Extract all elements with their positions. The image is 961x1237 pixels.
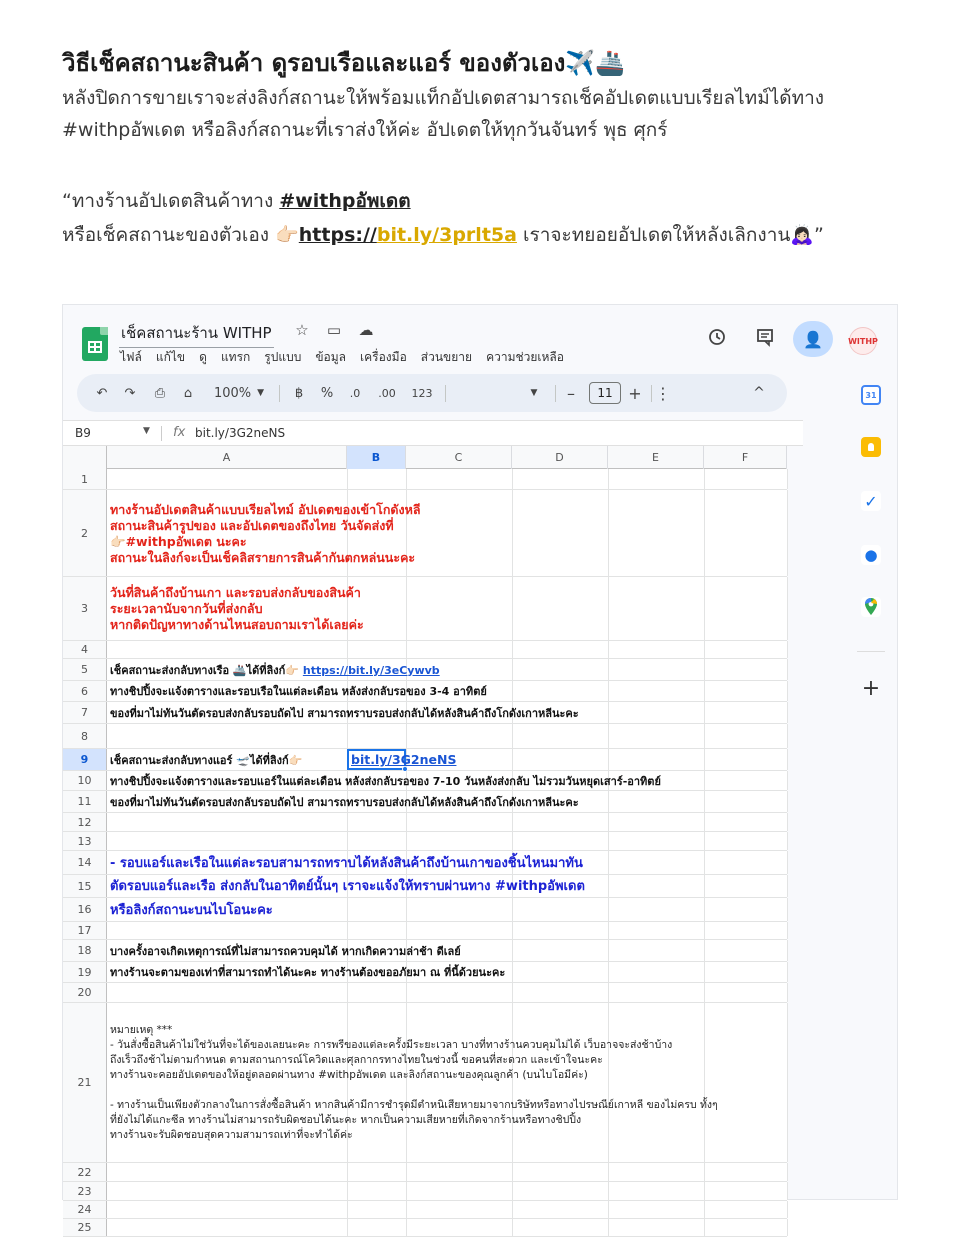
select-all-corner[interactable] xyxy=(63,446,107,469)
table-row xyxy=(63,813,787,832)
menu-format[interactable]: รูปแบบ xyxy=(264,350,302,364)
table-row xyxy=(63,659,787,681)
zoom-select[interactable] xyxy=(209,374,269,412)
menu-insert[interactable]: แทรก xyxy=(220,350,251,364)
column-header-d[interactable]: D xyxy=(512,446,608,469)
formula-input[interactable]: bit.ly/3G2neNS xyxy=(195,426,286,440)
menu-file[interactable]: ไฟล์ xyxy=(120,350,142,364)
cell-a2[interactable] xyxy=(110,502,421,566)
comments-icon[interactable] xyxy=(755,327,775,347)
table-row xyxy=(63,875,787,898)
column-header-b[interactable]: B xyxy=(347,446,406,469)
account-avatar[interactable]: WITHP xyxy=(849,327,877,355)
cell-a9[interactable] xyxy=(110,753,302,768)
menu-help[interactable]: ความช่วยเหลือ xyxy=(486,350,564,364)
decrease-decimal-button[interactable]: .0 xyxy=(349,386,361,400)
row-header[interactable]: 11 xyxy=(63,791,107,812)
row-header[interactable]: 7 xyxy=(63,702,107,723)
toolbar xyxy=(77,374,787,412)
row-header[interactable]: 6 xyxy=(63,681,107,701)
get-addons-icon[interactable]: + xyxy=(861,676,881,701)
cell-a16[interactable] xyxy=(110,903,273,918)
sheets-logo-icon[interactable] xyxy=(82,327,108,361)
font-size-decrease-button[interactable]: – xyxy=(567,383,575,403)
row-header[interactable]: 18 xyxy=(63,940,107,961)
row-header[interactable]: 4 xyxy=(63,641,107,658)
row-header[interactable]: 21 xyxy=(63,1003,107,1162)
cell-text-line: - รอบแอร์และเรือในแต่ละรอบสามารถทราบได้หลังสินค้าถึงบ้านเกาของชิ้นไหนมาทัน xyxy=(110,856,583,871)
air-status-link[interactable]: bit.ly/3G2neNS xyxy=(351,752,457,767)
star-icon[interactable]: ☆ xyxy=(295,321,309,339)
quote-line-2 xyxy=(62,218,942,252)
column-header-f[interactable]: F xyxy=(704,446,787,469)
quote-line-1 xyxy=(62,184,942,218)
cell-text: เช็คสถานะส่งกลับทางเรือ 🚢ได้ที่ลิงก์👉🏻 xyxy=(110,664,303,677)
menu-tools[interactable]: เครื่องมือ xyxy=(360,350,407,364)
ship-status-link[interactable]: https://bit.ly/3eCywvb xyxy=(302,664,440,677)
status-link[interactable]: bit.ly/3prlt5a xyxy=(376,224,517,246)
cell-text-line: วันที่สินค้าถึงบ้านเกา และรอบส่งกลับของสินค้า xyxy=(110,585,361,600)
paint-format-icon[interactable]: ⌂ xyxy=(183,385,193,401)
history-icon[interactable] xyxy=(707,327,727,347)
table-row xyxy=(63,1201,787,1219)
cell-text-line: หากติดปัญหาทางด้านไหนสอบถามเราได้เลยค่ะ xyxy=(110,617,364,632)
quote-prefix: “ทางร้านอัปเดตสินค้าทาง xyxy=(62,190,280,212)
cell-text-line: บางครั้งอาจเกิดเหตุการณ์ที่ไม่สามารถควบคุมได้ หากเกิดความล่าช้า ดีเลย์ xyxy=(110,945,461,958)
undo-icon[interactable]: ↶ xyxy=(96,385,108,401)
table-row xyxy=(63,1219,787,1237)
row-header[interactable]: 15 xyxy=(63,875,107,897)
hashtag-link[interactable]: #withpอัพเดต xyxy=(279,190,411,212)
column-header-e[interactable]: E xyxy=(608,446,704,469)
cell-text-line: ทางร้านจะรับผิดชอบสุดความสามารถเท่าที่จะทำได้ค่ะ xyxy=(110,1129,353,1141)
function-icon: fx xyxy=(173,425,186,440)
table-row xyxy=(63,577,787,641)
row-header[interactable]: 12 xyxy=(63,813,107,831)
font-size-increase-button[interactable]: + xyxy=(628,383,642,403)
table-row xyxy=(63,1163,787,1182)
table-row xyxy=(63,832,787,851)
cell-text-line: ทางร้านจะตามของเท่าที่สามารถทำได้นะคะ ทางร้านต้องขออภัยมา ณ ที่นี้ด้วยนะคะ xyxy=(110,966,506,979)
quote-line-2-prefix: หรือเช็คสถานะของตัวเอง 👉🏻 xyxy=(62,224,299,246)
cell-text-line: ทางร้านจะคอยอัปเดตของให้อยู่ตลอดผ่านทาง #withpอัพเดต และลิงก์สถานะของคุณลูกค้า (บนไบโอมีค่ะ) xyxy=(110,1069,588,1081)
chevron-down-icon: ▼ xyxy=(530,388,538,398)
cell-text-line: สถานะสินค้ารูปของ และอัปเดตของถึงไทย วันจัดส่งที่ xyxy=(110,518,394,533)
cell-text-line: ทางร้านอัปเดตสินค้าแบบเรียลไทม์ อัปเดตของเข้าโกดังหลี xyxy=(110,502,421,517)
table-row xyxy=(63,771,787,791)
cell-text-line: ของที่มาไม่ทันวันตัดรอบส่งกลับรอบถัดไป สามารถทราบรอบส่งกลับได้หลังสินค้าถึงโกดังเกาหลีนะคะ xyxy=(110,707,579,720)
cell-text-line: ทางชิปปิ้งจะแจ้งตารางและรอบเรือในแต่ละเดือน หลังส่งกลับรอของ 3-4 อาทิตย์ xyxy=(110,685,487,698)
row-header[interactable]: 19 xyxy=(63,962,107,982)
column-header-c[interactable]: C xyxy=(406,446,512,469)
cell-text-line: สถานะในลิงก์จะเป็นเช็คลิสรายการสินค้ากันตกหล่นนะคะ xyxy=(110,550,416,565)
more-formats-button[interactable]: 123 xyxy=(411,386,433,400)
row-header[interactable]: 17 xyxy=(63,922,107,939)
row-header[interactable]: 3 xyxy=(63,577,107,640)
chevron-down-icon[interactable]: ▼ xyxy=(143,426,150,436)
name-box[interactable]: B9 xyxy=(75,426,91,440)
row-header[interactable]: 8 xyxy=(63,724,107,748)
currency-format-button[interactable]: ฿ xyxy=(294,385,304,401)
row-header[interactable]: 14 xyxy=(63,851,107,874)
cell-text-line: เช็คสถานะส่งกลับทางแอร์ 🛫ได้ที่ลิงก์👉🏻 xyxy=(110,754,303,767)
menu-view[interactable]: ดู xyxy=(199,350,207,364)
table-row xyxy=(63,724,787,749)
status-link-scheme[interactable]: https:// xyxy=(298,224,377,246)
table-row xyxy=(63,490,787,577)
document-title[interactable]: เช็คสถานะร้าน WITHP xyxy=(119,321,274,348)
cell-text-line xyxy=(110,663,440,678)
row-header[interactable]: 25 xyxy=(63,1219,107,1236)
menu-data[interactable]: ข้อมูล xyxy=(315,350,347,364)
cell-a21[interactable] xyxy=(110,1023,718,1143)
move-folder-icon[interactable]: ▭ xyxy=(326,321,342,339)
cell-a7[interactable] xyxy=(110,706,579,721)
table-row xyxy=(63,851,787,875)
row-header[interactable]: 5 xyxy=(63,659,107,680)
menu-bar xyxy=(120,348,564,367)
cell-text-line: ที่ยังไม่ได้แกะซีล ทางร้านไม่สามารถรับผิดชอบได้นะคะ หากเป็นความเสียหายที่เกิดจากร้านหรือทางชิปปิ้ง xyxy=(110,1114,582,1126)
font-size-input[interactable]: 11 xyxy=(589,382,621,404)
zoom-value: 100% xyxy=(213,385,252,401)
cell-text-line: หรือลิงก์สถานะบนไบโอนะคะ xyxy=(110,903,273,918)
increase-decimal-button[interactable]: .00 xyxy=(378,386,396,400)
column-header-a[interactable]: A xyxy=(107,446,347,469)
table-row xyxy=(63,641,787,659)
cell-text-line: - ทางร้านเป็นเพียงตัวกลางในการสั่งซื้อสินค้า หากสินค้ามีการชำรุดมีตำหนิเสียหายมาจากบริษัทหรือทางไปรษณีย์เกาหลี ของไม่ครบ ทั้งๆ xyxy=(110,1099,718,1111)
cell-text-line: ระยะเวลานับจากวันที่ส่งกลับ xyxy=(110,601,263,616)
font-family-select[interactable] xyxy=(451,374,551,412)
row-header[interactable]: 9 xyxy=(63,749,107,770)
cell-text-line: ตัดรอบแอร์และเรือ ส่งกลับในอาทิตย์นั้นๆ เราจะแจ้งให้ทราบผ่านทาง #withpอัพเดต xyxy=(110,879,585,894)
cell-a10[interactable] xyxy=(110,774,661,789)
cell-a19[interactable] xyxy=(110,965,505,980)
cloud-status-icon[interactable]: ☁ xyxy=(358,321,374,339)
row-header[interactable]: 20 xyxy=(63,983,107,1002)
quote-line-2-suffix: เราจะทยอยอัปเดตให้หลังเลิกงาน🙇🏻‍♀️” xyxy=(516,224,824,246)
menu-extensions[interactable]: ส่วนขยาย xyxy=(420,350,473,364)
collapse-menus-icon[interactable]: ^ xyxy=(753,385,765,401)
table-row xyxy=(63,940,787,962)
tasks-icon[interactable]: ✓ xyxy=(861,491,881,511)
more-options-icon[interactable]: ⋮ xyxy=(655,383,671,403)
row-header[interactable]: 16 xyxy=(63,898,107,921)
cell-a5[interactable] xyxy=(110,663,440,678)
table-row xyxy=(63,1003,787,1163)
keep-icon[interactable] xyxy=(861,437,881,457)
add-person-icon: 👤 xyxy=(803,329,823,349)
calendar-icon[interactable]: 31 xyxy=(861,385,881,405)
spreadsheet-screenshot xyxy=(62,304,898,1234)
formula-bar xyxy=(63,420,803,446)
contacts-icon[interactable]: ● xyxy=(861,545,881,565)
article xyxy=(62,44,942,252)
cell-text-line: ทางชิปปิ้งจะแจ้งตารางและรอบแอร์ในแต่ละเดือน หลังส่งกลับรอของ 7-10 วันหลังส่งกลับ ไม่รวมวันหยุดเสาร์-อาทิตย์ xyxy=(110,775,661,788)
menu-edit[interactable]: แก้ไข xyxy=(155,350,186,364)
cell-text-line: ถึงเร็วถึงช้าไม่ตามกำหนด ตามสถานการณ์โควิดและศุลกากรทางไทยในช่วงนี้ ขอคนที่สะดวก และเข้าใจนะคะ xyxy=(110,1054,603,1066)
table-row xyxy=(63,922,787,940)
cell-text-line: หมายเหตุ *** xyxy=(110,1024,173,1036)
redo-icon[interactable]: ↷ xyxy=(124,385,136,401)
table-row xyxy=(63,962,787,983)
side-panel xyxy=(843,305,899,1201)
cell-a3[interactable] xyxy=(110,585,364,633)
cell-text-line: 👉🏻#withpอัพเดต นะคะ xyxy=(110,534,247,549)
cell-text-line xyxy=(110,1083,718,1098)
spreadsheet-grid xyxy=(63,446,787,1234)
table-row xyxy=(63,983,787,1003)
cell-a15[interactable] xyxy=(110,879,585,894)
article-paragraph-line-1: หลังปิดการขายเราจะส่งลิงก์สถานะให้พร้อมแท็กอัปเดตสามารถเช็คอัปเดตแบบเรียลไทม์ได้ทาง xyxy=(62,87,825,109)
row-header[interactable]: 22 xyxy=(63,1163,107,1181)
maps-icon[interactable] xyxy=(861,597,881,617)
article-title: วิธีเช็คสถานะสินค้า ดูรอบเรือและแอร์ ของตัวเอง✈️🚢 xyxy=(62,49,626,77)
cell-a11[interactable] xyxy=(110,795,579,810)
row-header[interactable]: 1 xyxy=(63,469,107,489)
table-row xyxy=(63,702,787,724)
row-header[interactable]: 24 xyxy=(63,1201,107,1218)
table-row xyxy=(63,791,787,813)
print-icon[interactable]: ⎙ xyxy=(154,385,166,401)
row-header[interactable]: 2 xyxy=(63,490,107,576)
cell-a14[interactable] xyxy=(110,856,583,871)
cell-a18[interactable] xyxy=(110,944,461,959)
column-headers xyxy=(63,446,787,469)
cell-text-line: ของที่มาไม่ทันวันตัดรอบส่งกลับรอบถัดไป สามารถทราบรอบส่งกลับได้หลังสินค้าถึงโกดังเกาหลีนะคะ xyxy=(110,796,579,809)
share-button[interactable] xyxy=(793,321,833,357)
article-paragraph-line-2: #withpอัพเดต หรือลิงก์สถานะที่เราส่งให้ค่ะ อัปเดตให้ทุกวันจันทร์ พุธ ศุกร์ xyxy=(62,119,668,141)
row-header[interactable]: 13 xyxy=(63,832,107,850)
cell-a6[interactable] xyxy=(110,684,487,699)
table-row xyxy=(63,1182,787,1201)
percent-format-button[interactable]: % xyxy=(320,385,334,401)
table-row xyxy=(63,749,787,771)
table-row xyxy=(63,681,787,702)
row-header[interactable]: 10 xyxy=(63,771,107,790)
table-row xyxy=(63,469,787,490)
cell-text-line: - วันสั่งซื้อสินค้าไม่ใช่วันที่จะได้ของเลยนะคะ การพรีของแต่ละครั้งมีระยะเวลา บางที่ทางร้านควบคุมไม่ได้ เว็บอาจจะส่งช้าบ้าง xyxy=(110,1039,673,1051)
row-header[interactable]: 23 xyxy=(63,1182,107,1200)
table-row xyxy=(63,898,787,922)
chevron-down-icon: ▼ xyxy=(257,388,265,398)
